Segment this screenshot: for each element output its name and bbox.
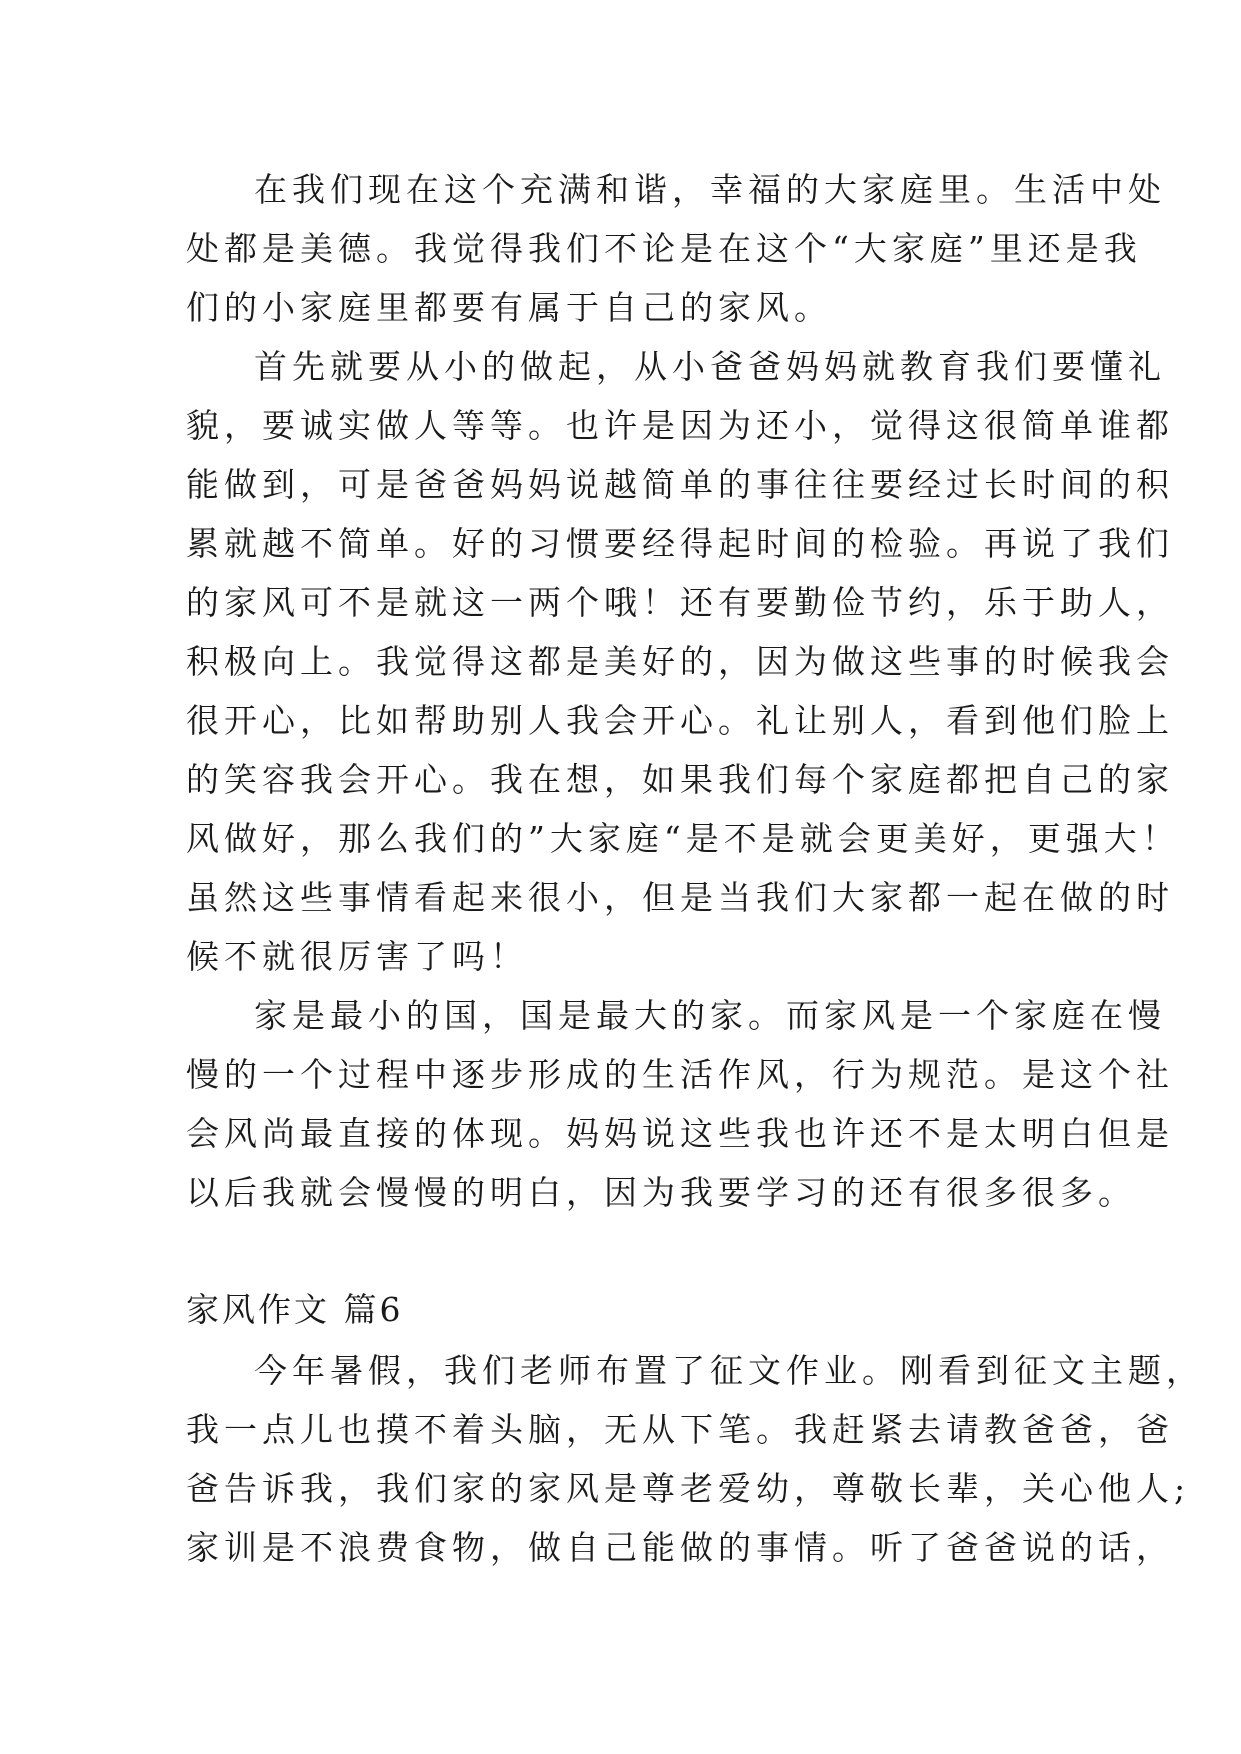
text-line: 今年暑假，我们老师布置了征文作业。刚看到征文主题， [254,1351,1204,1390]
text-line: 们的小家庭里都要有属于自己的家风。 [186,288,832,327]
text-line: 家训是不浪费食物，做自己能做的事情。听了爸爸说的话， [186,1528,1174,1567]
text-line: 很开心，比如帮助别人我会开心。礼让别人，看到他们脸上 [186,701,1174,740]
text-line: 我一点儿也摸不着头脑，无从下笔。我赶紧去请教爸爸，爸 [186,1410,1174,1449]
paragraph-3 [186,986,1174,1222]
text-line: 积极向上。我觉得这都是美好的，因为做这些事的时候我会 [186,642,1174,681]
document-page [186,160,1204,1577]
text-line: 爸告诉我，我们家的家风是尊老爱幼，尊敬长辈，关心他人; [186,1469,1191,1508]
paragraph-2 [186,337,1180,986]
section-heading: 家风作文 篇6 [186,1290,404,1329]
text-line: 处都是美德。我觉得我们不论是在这个“大家庭”里还是我 [186,229,1142,268]
text-line: 候不就很厉害了吗！ [186,937,528,976]
text-line: 首先就要从小的做起，从小爸爸妈妈就教育我们要懂礼 [254,347,1166,386]
text-line: 慢的一个过程中逐步形成的生活作风，行为规范。是这个社 [186,1055,1174,1094]
text-line: 会风尚最直接的体现。妈妈说这些我也许还不是太明白但是 [186,1114,1174,1153]
text-line: 风做好，那么我们的”大家庭“是不是就会更美好，更强大！ [186,819,1180,858]
paragraph-1 [186,160,1166,337]
text-line: 的笑容我会开心。我在想，如果我们每个家庭都把自己的家 [186,760,1174,799]
text-line: 在我们现在这个充满和谐，幸福的大家庭里。生活中处 [254,170,1166,209]
section-paragraph-1 [186,1341,1204,1577]
text-line: 累就越不简单。好的习惯要经得起时间的检验。再说了我们 [186,524,1174,563]
text-line: 貌，要诚实做人等等。也许是因为还小，觉得这很简单谁都 [186,406,1174,445]
text-line: 能做到，可是爸爸妈妈说越简单的事往往要经过长时间的积 [186,465,1174,504]
text-line: 虽然这些事情看起来很小，但是当我们大家都一起在做的时 [186,878,1174,917]
text-line: 以后我就会慢慢的明白，因为我要学习的还有很多很多。 [186,1173,1136,1212]
text-line: 的家风可不是就这一两个哦！还有要勤俭节约，乐于助人， [186,583,1174,622]
text-line: 家是最小的国，国是最大的家。而家风是一个家庭在慢 [254,996,1166,1035]
